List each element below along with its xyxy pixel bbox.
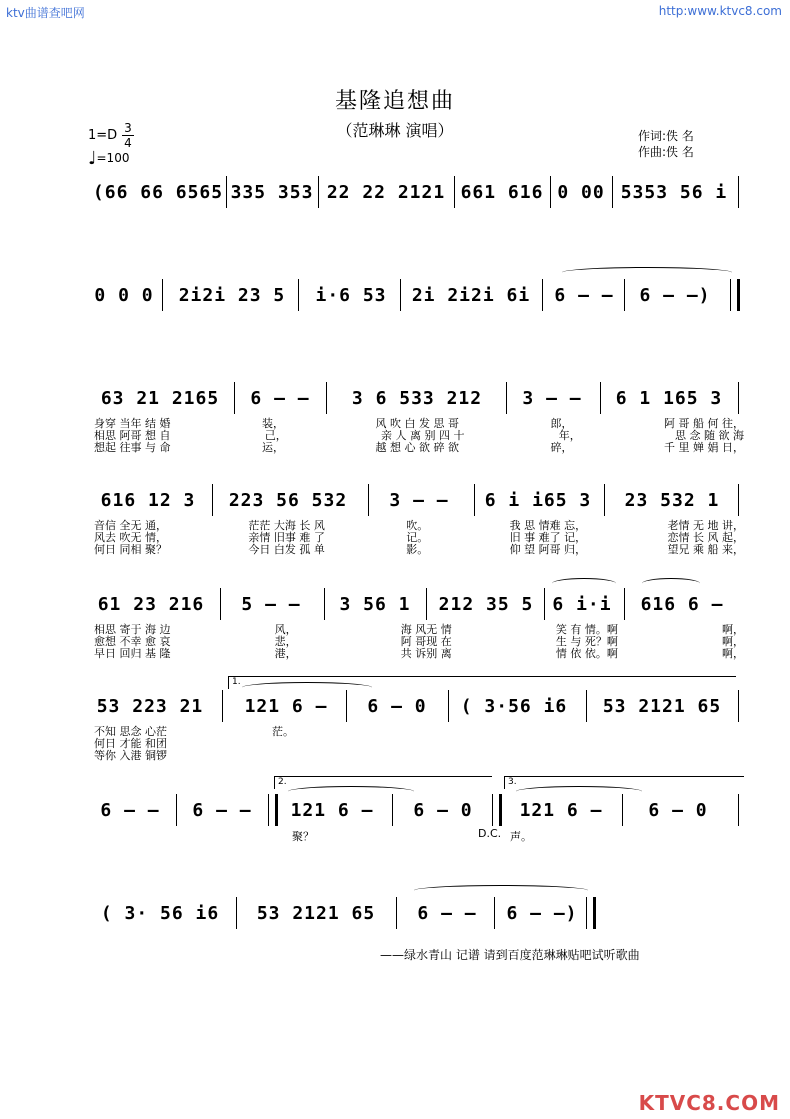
barline [600,382,601,414]
measure: 3 56 1 [339,593,411,615]
measure: 5 – – [241,593,301,615]
lyric: 茫。 [272,725,294,738]
measure: 6 – – [250,387,310,409]
barline [236,897,237,929]
lyric: 望兄 乘 船 来， [667,543,744,556]
quarter-note-icon: ♩ [88,148,97,169]
measure: 61 23 216 [97,593,205,615]
lyric: 笑 有 情。啊 [555,623,618,636]
barline [162,279,163,311]
time-top: 3 [124,121,132,135]
lyric: 想起 往事 与 命 [94,441,171,454]
barline [738,382,739,414]
barline [622,794,623,826]
measure: 6 – – [417,902,477,924]
measure: 6 – 0 [413,799,473,821]
barline [220,588,221,620]
volta-2: 2. [274,776,492,789]
barline [624,588,625,620]
barline [612,176,613,208]
score-row-7 [92,777,740,830]
barline [506,382,507,414]
measure: 0 00 [557,181,605,203]
measure: 6 – – [554,284,614,306]
barline [738,176,739,208]
lyrics-line [94,648,744,660]
lyric: 今日 白发 孤 单 [248,543,325,556]
measure: 121 6 – [244,695,328,717]
lyric: 早日 回归 基 隆 [94,647,171,660]
barline [212,484,213,516]
barline [454,176,455,208]
footer-credit: ——绿水青山 记谱 请到百度范琳琳贴吧试听歌曲 [380,948,640,962]
slur [242,682,372,693]
score-row-6 [92,677,740,726]
measure: 335 353 [230,181,314,203]
measure: 6 1 165 3 [615,387,723,409]
barline [604,484,605,516]
measure: 3 – – [389,489,449,511]
lyric: 共 诉别 离 [400,647,452,660]
watermark-site-name: ktv曲谱查吧网 [6,6,85,20]
lyric: 恋情 长 风 起， [667,531,744,544]
song-title: 基隆追想曲 [334,89,455,114]
barline [392,794,393,826]
measure: 53 2121 65 [256,902,376,924]
lyric: 旧 事 难了 记， [509,531,587,544]
tempo-value: =100 [96,151,130,165]
measure: 53 2121 65 [602,695,722,717]
lyric: 千 里 婵 娟 日， [663,441,744,454]
measure: 2i 2i2i 6i [411,284,531,306]
barline [326,382,327,414]
lyric: 吹。 [406,519,429,532]
score-row-8 [92,893,740,933]
lyric: 思 念 随 欲 海 [674,429,744,442]
lyric: 越 想 心 欲 碎 欲 [375,441,459,454]
lyrics-line [94,750,294,762]
lyric-ending-3: 声。 [510,830,532,843]
measure: 121 6 – [290,799,374,821]
barline [494,897,495,929]
lyric-ending-2: 聚？ [292,830,314,843]
lyric: 海 风无 情 [400,623,452,636]
lyric: 我 思 情难 忘， [509,519,587,532]
slur [552,578,616,589]
barline [346,690,347,722]
key-signature: 1=D [88,128,118,143]
lyricist: 作词:佚 名 [638,129,694,143]
lyric: 风 吹 白 发 思 哥 [375,417,459,430]
barline [400,279,401,311]
lyrics-block-2 [94,520,744,556]
lyric: 等你 入港 铜锣 [94,749,167,762]
lyric: 啊， [722,623,744,636]
measure: 3 – – [522,387,582,409]
volta-3: 3. [504,776,744,789]
time-bottom: 4 [124,136,132,150]
lyric: 运， [262,441,284,454]
barline [318,176,319,208]
barline [738,690,739,722]
lyric: 身穿 当年 结 婚 [94,417,171,430]
lyric: 何日 同相 聚？ [94,543,167,556]
lyric: 悲， [274,635,297,648]
measure: i·6 53 [315,284,387,306]
measure: 2i2i 23 5 [178,284,286,306]
final-barline [586,897,596,929]
barline [298,279,299,311]
measure: 63 21 2165 [100,387,220,409]
barline [550,176,551,208]
measure: 5353 56 i [620,181,728,203]
measure: 23 532 1 [624,489,720,511]
double-barline [492,794,502,826]
credits [638,128,694,160]
measure: ( 3· 56 i6 [100,902,220,924]
lyrics-block-1 [94,418,744,454]
score-row-4 [92,480,740,520]
slur [562,267,732,278]
repeat-barline [730,279,740,311]
measure: 6 i i65 3 [484,489,592,511]
lyric: 相思 寄于 海 边 [94,623,171,636]
song-singer: （范琳琳 演唱） [336,121,454,140]
measure: 661 616 [460,181,544,203]
lyric: 风去 吹无 情， [94,531,167,544]
measure: 22 22 2121 [326,181,446,203]
volta-1: 1. [228,676,736,689]
barline [542,279,543,311]
barline [324,588,325,620]
watermark-site-url: http:www.ktvc8.com [658,4,782,18]
composer: 作曲:佚 名 [638,145,694,159]
lyric: 仰 望 阿哥 归， [509,543,587,556]
lyric: 阿 哥现 在 [400,635,452,648]
measure: 6 – –) [506,902,578,924]
score-row-1 [92,172,740,212]
barline [738,794,739,826]
lyric: 生 与 死？啊 [555,635,618,648]
lyric: 不知 思念 心茫 [94,725,167,738]
barline [426,588,427,620]
lyric: 情 依 依。啊 [555,647,618,660]
tempo-marking [88,148,129,169]
lyric: 亲情 旧事 难 了 [248,531,325,544]
barline [544,588,545,620]
lyric: 影。 [406,543,429,556]
measure: 6 – 0 [367,695,427,717]
score-row-3 [92,378,740,418]
lyric: 阿 哥 船 何 往， [663,417,744,430]
lyric: 港， [274,647,297,660]
measure: 6 – – [100,799,160,821]
barline [738,484,739,516]
measure: 6 – – [192,799,252,821]
barline [222,690,223,722]
lyric: 啊， [722,647,744,660]
lyrics-line [94,442,744,454]
barline [226,176,227,208]
slur [516,786,642,797]
lyric: 老情 无 地 讲， [667,519,744,532]
lyric: 啊， [722,635,744,648]
measure: 616 12 3 [100,489,196,511]
score-row-5 [92,584,740,624]
slur [642,578,700,589]
da-capo-marking: D.C. [478,827,502,840]
lyric: 记。 [406,531,429,544]
barline [624,279,625,311]
lyric: 风， [274,623,297,636]
measure: 121 6 – [519,799,603,821]
lyric: 郎， [550,417,573,430]
measure: 53 223 21 [96,695,204,717]
measure: ( 3·56 i6 [460,695,568,717]
lyric: 茫茫 大海 长 风 [248,519,325,532]
lyrics-line [94,544,744,556]
measure: 223 56 532 [228,489,348,511]
measure: 6 – –) [639,284,711,306]
slur [414,885,588,896]
measure: (66 66 6565 [92,181,224,203]
lyric: 装， [262,417,284,430]
slur [288,786,414,797]
lyric: 愈想 不幸 愈 哀 [94,635,171,648]
repeat-barline [268,794,278,826]
lyric: 相思 阿哥 想 自 [94,429,171,442]
score-row-2 [92,275,740,315]
lyric: 己， [264,429,287,442]
lyric: 何日 才能 和团 [94,737,167,750]
barline [176,794,177,826]
barline [448,690,449,722]
measure: 6 – 0 [648,799,708,821]
measure: 3 6 533 212 [351,387,483,409]
measure: 212 35 5 [438,593,534,615]
barline [586,690,587,722]
measure: 616 6 – [640,593,724,615]
lyrics-block-4 [94,726,294,762]
lyric: 年， [558,429,581,442]
lyric: 亲 人 离 别 四 十 [381,429,465,442]
measure: 6 i·i [552,593,612,615]
lyric: 碎， [550,441,573,454]
measure: 0 0 0 [94,284,154,306]
barline [234,382,235,414]
watermark-logo: KTVC8.COM [638,1091,780,1115]
time-signature [122,121,134,150]
barline [368,484,369,516]
barline [474,484,475,516]
lyric: 音信 全无 通， [94,519,167,532]
barline [396,897,397,929]
lyrics-block-3 [94,624,744,660]
